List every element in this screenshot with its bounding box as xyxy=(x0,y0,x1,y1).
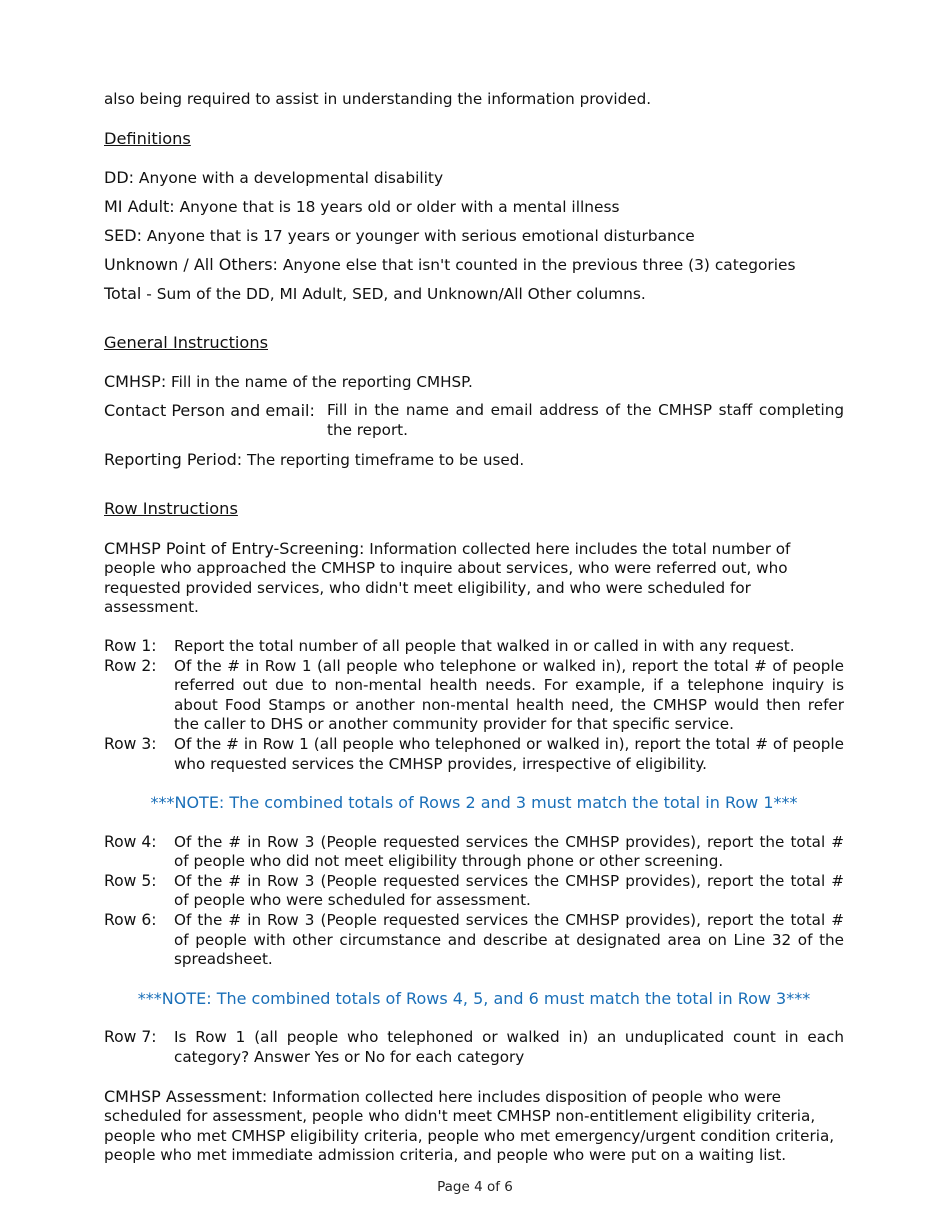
row-instruction-2: Row 2: Of the # in Row 1 (all people who telephone or walked in), report the total # of people referred out due to non-mental health needs. For example, if a telephone inquiry is about Food Stamps or another non-mental health need, the CMHSP would then refer the caller to DHS or another community provider for that specific service. xyxy=(104,656,844,734)
definition-dd: DD: Anyone with a developmental disability xyxy=(104,168,444,188)
row-instruction-1: Row 1: Report the total number of all people that walked in or called in with any request. xyxy=(104,636,795,655)
definitions-list xyxy=(104,168,844,305)
general-contact-person: Contact Person and email: Fill in the name and email address of the CMHSP staff completing the report. xyxy=(104,401,844,439)
point-of-entry-paragraph: CMHSP Point of Entry-Screening: Information collected here includes the total number of people who approached the CMHSP to inquire about services, who were referred out, who requested provided services, who didn't meet eligibility, and who were scheduled for assessment. xyxy=(104,538,791,617)
note-rows-4-6: ***NOTE: The combined totals of Rows 4, 5, and 6 must match the total in Row 3*** xyxy=(137,988,811,1008)
row-instruction-5: Row 5: Of the # in Row 3 (People requested services the CMHSP provides), report the total # of people who were scheduled for assessment. xyxy=(104,871,844,910)
general-instructions-heading: General Instructions xyxy=(104,332,269,352)
definitions-heading: Definitions xyxy=(104,128,191,148)
row-instruction-7: Row 7: Is Row 1 (all people who telephoned or walked in) an unduplicated count in each category? Answer Yes or No for each category xyxy=(104,1028,844,1067)
intro-line: also being required to assist in understanding the information provided. xyxy=(104,90,652,108)
general-instructions-list xyxy=(104,372,844,471)
definition-total: Total - Sum of the DD, MI Adult, SED, and Unknown/All Other columns. xyxy=(104,284,646,304)
definition-sed: SED: Anyone that is 17 years or younger with serious emotional disturbance xyxy=(104,226,695,246)
assessment-paragraph: CMHSP Assessment: Information collected here includes disposition of people who were scheduled for assessment, people who didn't meet CMHSP non-entitlement eligibility criteria, people who met CMHSP eligibility criteria, people who met emergency/urgent condition criteria, people who met immediate admission criteria, and people who were put on a waiting list. xyxy=(104,1086,835,1165)
general-reporting-period: Reporting Period: The reporting timeframe to be used. xyxy=(104,450,525,470)
general-cmhsp: CMHSP: Fill in the name of the reporting CMHSP. xyxy=(104,372,473,392)
definition-mi-adult: MI Adult: Anyone that is 18 years old or older with a mental illness xyxy=(104,197,620,217)
row-instruction-6: Row 6: Of the # in Row 3 (People requested services the CMHSP provides), report the total # of people with other circumstance and describe at designated area on Line 32 of the spreadsheet. xyxy=(104,911,844,969)
document-page xyxy=(104,90,844,1166)
row-instructions-heading: Row Instructions xyxy=(104,498,238,518)
definition-unknown: Unknown / All Others: Anyone else that isn't counted in the previous three (3) categories xyxy=(104,255,796,275)
rows-1-3 xyxy=(104,637,844,774)
rows-4-6 xyxy=(104,833,844,970)
page-number: Page 4 of 6 xyxy=(437,1179,513,1195)
row-instruction-3: Row 3: Of the # in Row 1 (all people who telephoned or walked in), report the total # of people who requested services the CMHSP provides, irrespective of eligibility. xyxy=(104,734,844,773)
note-rows-2-3: ***NOTE: The combined totals of Rows 2 and 3 must match the total in Row 1*** xyxy=(150,793,798,813)
row-instruction-4: Row 4: Of the # in Row 3 (People requested services the CMHSP provides), report the total # of people who did not meet eligibility through phone or other screening. xyxy=(104,832,844,871)
